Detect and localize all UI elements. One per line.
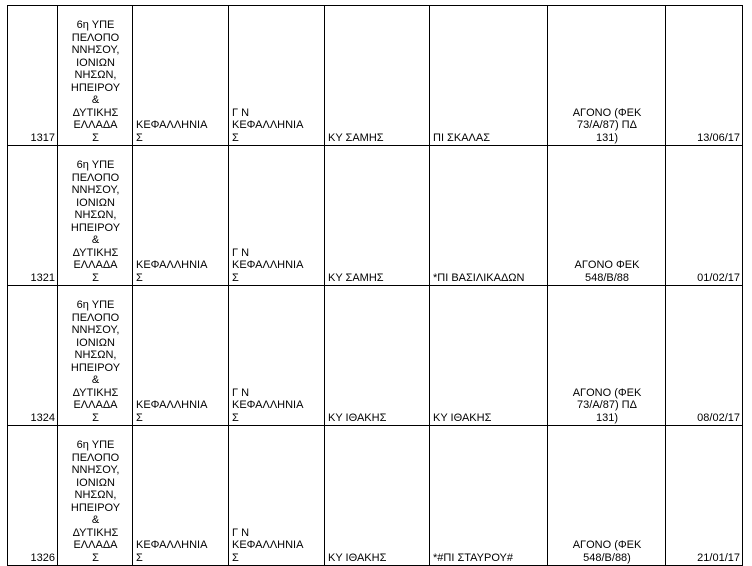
cell-unit: *ΠΙ ΒΑΣΙΛΙΚΑΔΩΝ xyxy=(430,146,548,286)
cell-hospital: Γ Ν ΚΕΦΑΛΛΗΝΙΑ Σ xyxy=(229,6,325,146)
cell-hospital: Γ Ν ΚΕΦΑΛΛΗΝΙΑ Σ xyxy=(229,426,325,566)
cell-health-center: ΚΥ ΣΑΜΗΣ xyxy=(325,146,430,286)
cell-status: ΑΓΟΝΟ (ΦΕΚ 73/Α/87) ΠΔ 131) xyxy=(548,286,666,426)
cell-status: ΑΓΟΝΟ (ΦΕΚ 73/Α/87) ΠΔ 131) xyxy=(548,6,666,146)
cell-status: ΑΓΟΝΟ (ΦΕΚ 548/Β/88) xyxy=(548,426,666,566)
cell-status: ΑΓΟΝΟ ΦΕΚ 548/Β/88 xyxy=(548,146,666,286)
cell-hospital: Γ Ν ΚΕΦΑΛΛΗΝΙΑ Σ xyxy=(229,146,325,286)
cell-region: 6η ΥΠΕ ΠΕΛΟΠΟ ΝΝΗΣΟΥ, ΙΟΝΙΩΝ ΝΗΣΩΝ, ΗΠΕΙΡΟΥ & ΔΥΤΙΚΗΣ ΕΛΛΑΔΑ Σ xyxy=(58,6,133,146)
cell-unit: *#ΠΙ ΣΤΑΥΡΟΥ# xyxy=(430,426,548,566)
cell-prefecture: ΚΕΦΑΛΛΗΝΙΑ Σ xyxy=(133,6,229,146)
table-row xyxy=(8,6,743,146)
cell-date: 01/02/17 xyxy=(666,146,743,286)
cell-id: 1326 xyxy=(8,426,58,566)
cell-region: 6η ΥΠΕ ΠΕΛΟΠΟ ΝΝΗΣΟΥ, ΙΟΝΙΩΝ ΝΗΣΩΝ, ΗΠΕΙΡΟΥ & ΔΥΤΙΚΗΣ ΕΛΛΑΔΑ Σ xyxy=(58,426,133,566)
cell-hospital: Γ Ν ΚΕΦΑΛΛΗΝΙΑ Σ xyxy=(229,286,325,426)
cell-unit: ΚΥ ΙΘΑΚΗΣ xyxy=(430,286,548,426)
cell-date: 08/02/17 xyxy=(666,286,743,426)
cell-id: 1324 xyxy=(8,286,58,426)
cell-date: 13/06/17 xyxy=(666,6,743,146)
table-row xyxy=(8,146,743,286)
data-table xyxy=(7,5,743,566)
cell-region: 6η ΥΠΕ ΠΕΛΟΠΟ ΝΝΗΣΟΥ, ΙΟΝΙΩΝ ΝΗΣΩΝ, ΗΠΕΙΡΟΥ & ΔΥΤΙΚΗΣ ΕΛΛΑΔΑ Σ xyxy=(58,146,133,286)
cell-prefecture: ΚΕΦΑΛΛΗΝΙΑ Σ xyxy=(133,146,229,286)
cell-health-center: ΚΥ ΙΘΑΚΗΣ xyxy=(325,286,430,426)
cell-health-center: ΚΥ ΣΑΜΗΣ xyxy=(325,6,430,146)
cell-id: 1317 xyxy=(8,6,58,146)
cell-unit: ΠΙ ΣΚΑΛΑΣ xyxy=(430,6,548,146)
table-row xyxy=(8,286,743,426)
cell-id: 1321 xyxy=(8,146,58,286)
cell-prefecture: ΚΕΦΑΛΛΗΝΙΑ Σ xyxy=(133,426,229,566)
cell-prefecture: ΚΕΦΑΛΛΗΝΙΑ Σ xyxy=(133,286,229,426)
cell-region: 6η ΥΠΕ ΠΕΛΟΠΟ ΝΝΗΣΟΥ, ΙΟΝΙΩΝ ΝΗΣΩΝ, ΗΠΕΙΡΟΥ & ΔΥΤΙΚΗΣ ΕΛΛΑΔΑ Σ xyxy=(58,286,133,426)
cell-health-center: ΚΥ ΙΘΑΚΗΣ xyxy=(325,426,430,566)
cell-date: 21/01/17 xyxy=(666,426,743,566)
table-row xyxy=(8,426,743,566)
